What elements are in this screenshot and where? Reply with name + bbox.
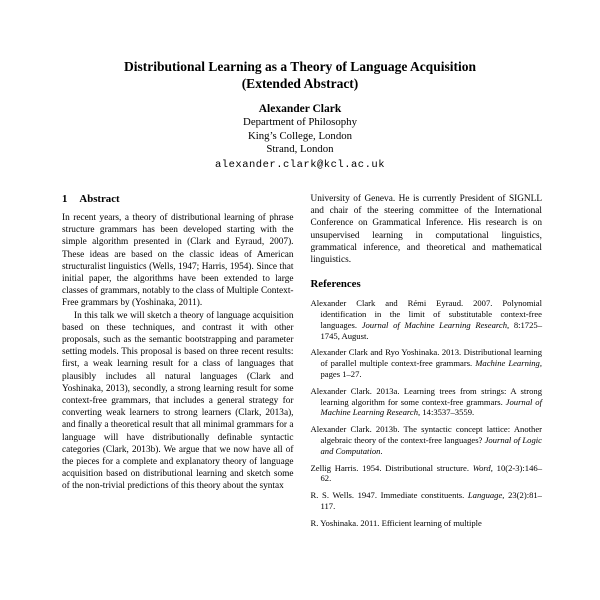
bio-paragraph: University of Geneva. He is currently President of SIGNLL and chair of the steering committee of the International Conference on Grammatical Inference. His research is on unsupervised learning in computational linguistics, grammatical inference, and theoretical and mathematical linguistics. — [310, 194, 542, 266]
left-column — [62, 193, 294, 535]
reference-item: Alexander Clark. 2013b. The syntactic concept lattice: Another algebraic theory of the context-free languages? Journal of Logic and Computation. — [310, 424, 542, 456]
reference-item: Alexander Clark. 2013a. Learning trees from strings: A strong learning algorithm for some context-free grammars. Journal of Machine Learning Research, 14:3537–3559. — [310, 385, 542, 418]
affiliation-address: Strand, London — [266, 143, 334, 155]
affiliation-institution: King’s College, London — [247, 129, 353, 142]
abstract-paragraph-1: In recent years, a theory of distributional learning of phrase structure grammars has been developed starting with the simple algorithm presented in (Clark and Eyraud, 2007). These ideas are based on the classic ideas of American structuralist linguistics (Wells, 1947; Harris, 1954). Since that initial paper, the algorithms have been extended to large classes of grammars, notably to the class of Multiple Context-Free grammars by (Yoshinaka, 2011). — [62, 213, 294, 309]
author-name: Alexander Clark — [258, 103, 342, 115]
right-column — [311, 193, 543, 535]
affiliation-department: Department of Philosophy — [243, 116, 357, 128]
author-email: alexander.clark@kcl.ac.uk — [214, 158, 386, 171]
two-column-body — [62, 193, 542, 535]
section-label: Abstract — [79, 193, 120, 205]
reference-item: Alexander Clark and Rémi Eyraud. 2007. Polynomial identification in the limit of substitutable context-free languages. Journal of Machine Learning Research, 8:1725–1745, August. — [310, 298, 542, 341]
references-heading: References — [310, 278, 361, 291]
paper-title-line-2: (Extended Abstract) — [241, 76, 359, 91]
paper-title-line-1: Distributional Learning as a Theory of Language Acquisition — [124, 59, 476, 74]
reference-item: Zellig Harris. 1954. Distributional structure. Word, 10(2-3):146–62. — [310, 462, 542, 484]
abstract-paragraph-2: In this talk we will sketch a theory of language acquisition based on these techniques, and contrast it with other proposals, such as the semantic bootstrapping and parameter setting models. This proposal is based on three recent results: first, a weak learning result for a class of languages that plausibly includes all natural languages (Clark and Yoshinaka, 2013), secondly, a strong learning result for some context-free grammars, that includes a general strategy for converting weak learners to strong learners (Clark, 2013a), and finally a theoretical result that all minimal grammars for a language will have distributionally definable syntactic categories (Clark, 2013b). We argue that we now have all of the pieces for a complete and explanatory theory of language acquisition based on distributional learning and sketch some of the non-trivial predictions of this theory about the syntax — [62, 310, 294, 492]
title-block — [0, 58, 600, 171]
section-number: 1 — [62, 193, 68, 205]
section-heading-abstract — [62, 193, 294, 205]
reference-item: R. Yoshinaka. 2011. Efficient learning of multiple — [310, 517, 482, 528]
reference-item: Alexander Clark and Ryo Yoshinaka. 2013. Distributional learning of parallel multiple context-free grammars. Machine Learning, pages 1–27. — [310, 347, 542, 379]
references-list — [311, 298, 543, 528]
reference-item: R. S. Wells. 1947. Immediate constituents. Language, 23(2):81–117. — [310, 490, 542, 511]
